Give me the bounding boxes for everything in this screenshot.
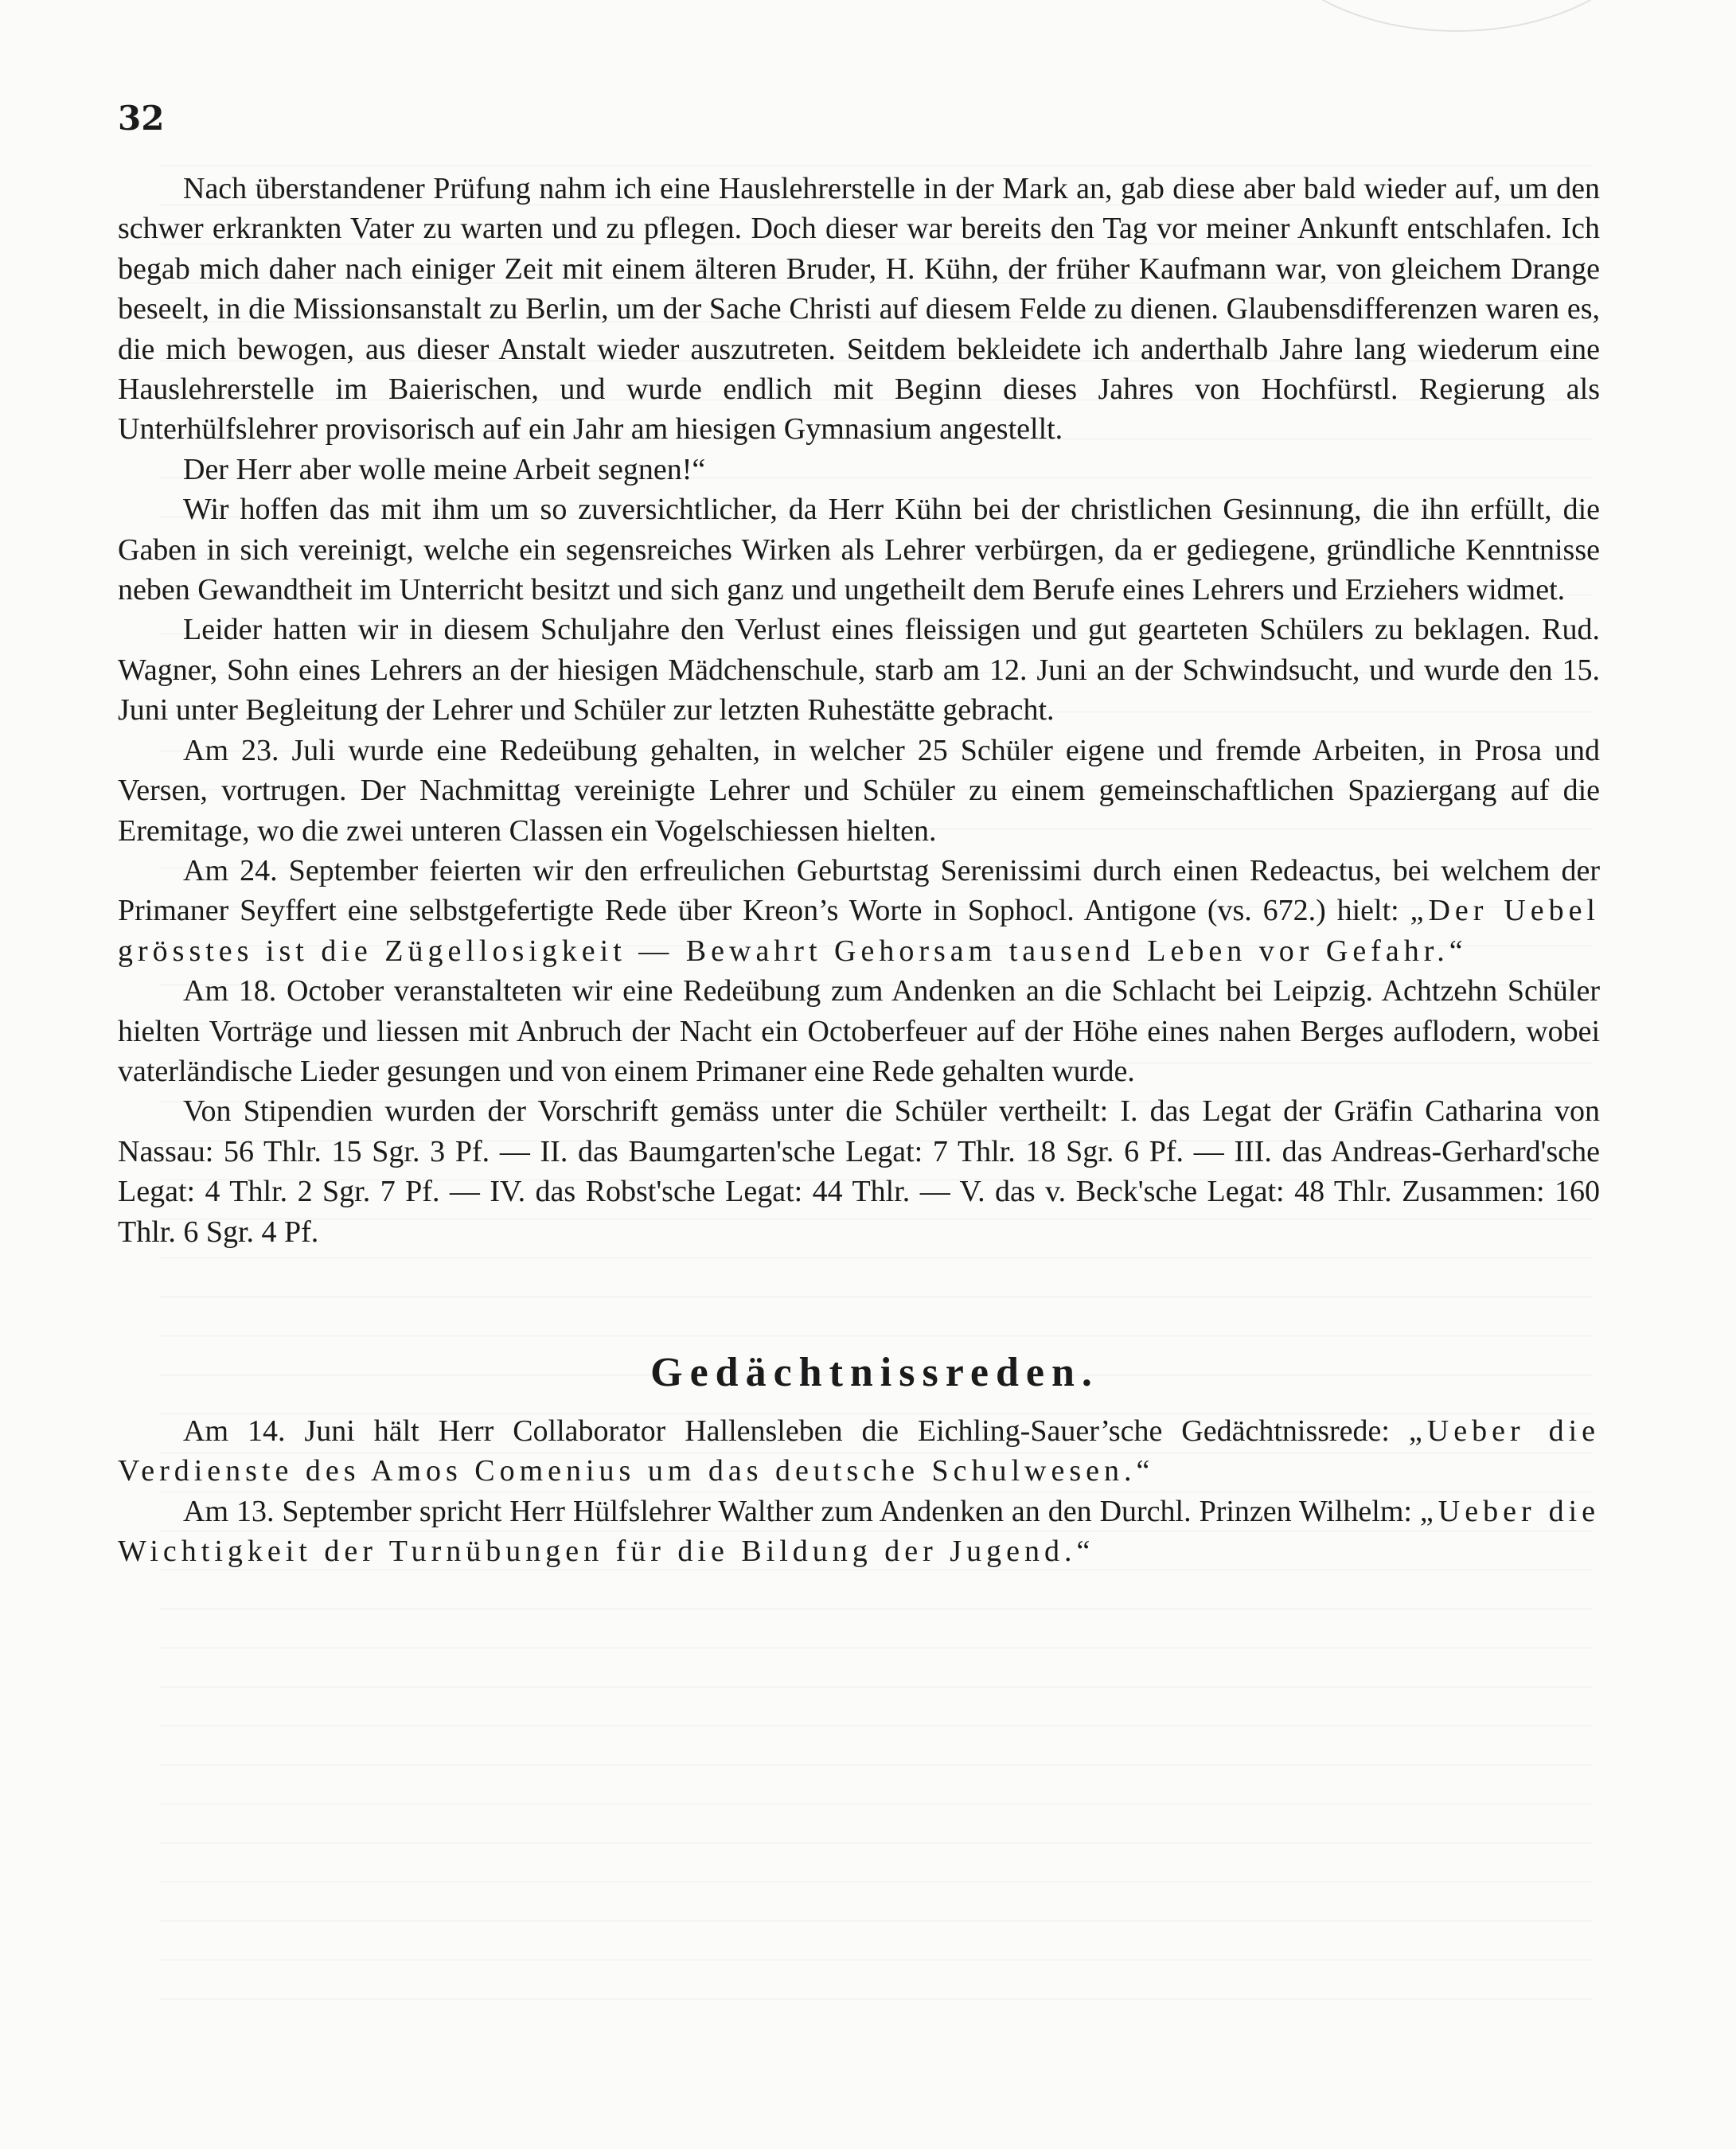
comenius-quote: „Ueber die Verdienste des Amos Comenius um das deutsche Schulwesen.“ bbox=[118, 1414, 1600, 1488]
section-heading: Gedächtnissreden. bbox=[650, 1349, 1099, 1395]
paragraph-memorial-september bbox=[118, 1492, 1600, 1572]
memorial-june-text: Am 14. Juni hält Herr Collaborator Hallensleben die Eichling-Sauer’sche Gedächtnissrede: bbox=[183, 1414, 1409, 1448]
paragraph-stipendien: Von Stipendien wurden der Vorschrift gemäss unter die Schüler vertheilt: I. das Legat der Gräfin Catharina von Nassau: 56 Thlr. 15 Sgr. 3 Pf. — II. das Baumgarten'sche Legat: 7 Thlr. 18 Sgr. 6 Pf. — III. das Andreas-Gerhard'sche Legat: 4 Thlr. 2 Sgr. 7 Pf. — IV. das Robst'sche Legat: 44 Thlr. — V. das v. Beck'sche Legat: 48 Thlr. Zusammen: 160 Thlr. 6 Sgr. 4 Pf. bbox=[118, 1094, 1600, 1249]
paragraph-july: Am 23. Juli wurde eine Redeübung gehalten, in welcher 25 Schüler eigene und fremde Arbeiten, in Prosa und Versen, vortrugen. Der Nachmittag vereinigte Lehrer und Schüler zu einem gemeinschaftlichen Spaziergang auf die Eremitage, wo die zwei unteren Classen ein Vogelschiessen hielten. bbox=[118, 733, 1600, 848]
scan-edge-arc bbox=[1258, 0, 1656, 32]
page-number: 32 bbox=[118, 99, 165, 138]
paragraph-vita: Nach überstandener Prüfung nahm ich eine Hauslehrerstelle in der Mark an, gab diese aber bald wieder auf, um den schwer erkrankten Vater zu warten und zu pflegen. Doch dieser war bereits den Tag vor meiner Ankunft entschlafen. Ich begab mich daher nach einiger Zeit mit einem älteren Bruder, H. Kühn, der früher Kaufmann war, von gleichem Drange beseelt, in die Missionsanstalt zu Berlin, um der Sache Christi auf diesem Felde zu dienen. Glaubensdifferenzen waren es, die mich bewogen, aus dieser Anstalt wieder auszutreten. Seitdem bekleidete ich anderthalb Jahre lang wiederum eine Hauslehrerstelle im Baierischen, und wurde endlich mit Beginn dieses Jahres von Hochfürstl. Regierung als Unterhülfslehrer provisorisch auf ein Jahr am hiesigen Gymnasium angestellt. bbox=[118, 172, 1600, 447]
section-spacer bbox=[118, 1252, 1600, 1346]
paragraph-september bbox=[118, 851, 1600, 971]
memorial-september-text: Am 13. September spricht Herr Hülfslehrer Walther zum Andenken an den Durchl. Prinzen Wilhelm: bbox=[183, 1494, 1420, 1528]
paragraph-kuehn: Wir hoffen das mit ihm um so zuversichtlicher, da Herr Kühn bei der christlichen Gesinnung, die ihn erfüllt, die Gaben in sich vereinigt, welche ein segensreiches Wirken als Lehrer verbürgen, da er gediegene, gründliche Kenntnisse neben Gewandtheit im Unterricht besitzt und sich ganz und ungetheilt dem Berufe eines Lehrers und Erziehers widmet. bbox=[118, 493, 1600, 607]
paragraph-memorial-june bbox=[118, 1411, 1600, 1492]
paragraph-september-text: Am 24. September feierten wir den erfreulichen Geburtstag Serenissimi durch einen Redeactus, bei welchem der Primaner Seyffert eine selbstgefertigte Rede über Kreon’s Worte in Sophocl. Antigone (vs. 672.) hielt: bbox=[118, 853, 1600, 928]
paragraph-wagner: Leider hatten wir in diesem Schuljahre den Verlust eines fleissigen und gut gearteten Schülers zu beklagen. Rud. Wagner, Sohn eines Lehrers an der hiesigen Mädchenschule, starb am 12. Juni an der Schwindsucht, und wurde den 15. Juni unter Begleitung der Lehrer und Schüler zur letzten Ruhestätte gebracht. bbox=[118, 613, 1600, 727]
paragraph-blessing: Der Herr aber wolle meine Arbeit segnen!“ bbox=[183, 452, 706, 486]
turnuebungen-quote: „Ueber die Wichtigkeit der Turnübungen für die Bildung der Jugend.“ bbox=[118, 1494, 1600, 1569]
body-text bbox=[118, 169, 1600, 1572]
paragraph-october: Am 18. October veranstalteten wir eine Redeübung zum Andenken an die Schlacht bei Leipzig. Achtzehn Schüler hielten Vorträge und liessen mit Anbruch der Nacht ein Octoberfeuer auf der Höhe eines nahen Berges auflodern, wobei vaterländische Lieder gesungen und von einem Primaner eine Rede gehalten wurde. bbox=[118, 974, 1600, 1088]
kreon-quote: „Der Uebel grösstes ist die Zügellosigkeit — Bewahrt Gehorsam tausend Leben vor Gefahr.“ bbox=[118, 894, 1600, 968]
